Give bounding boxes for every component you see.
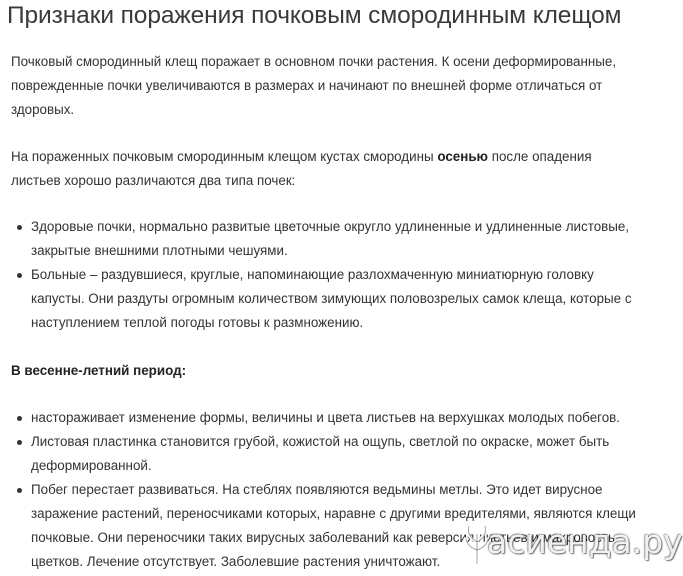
bullet-icon (17, 440, 22, 445)
autumn-text-before: На пораженных почковым смородинным клещом кустах смородины (11, 149, 438, 164)
autumn-paragraph (11, 145, 639, 193)
bud-types-list (0, 215, 638, 335)
list-item (0, 430, 638, 478)
watermark-text: асиенда.ру (487, 522, 683, 561)
bullet-icon (17, 416, 22, 421)
list-item-text: настораживает изменение формы, величины и цвета листьев на верхушках молодых побегов. (31, 410, 621, 425)
list-item (0, 215, 638, 263)
autumn-text-after: после опадения листьев хорошо различаются два типа почек: (11, 149, 592, 188)
list-item-text: Побег перестает развиваться. На стеблях появляются ведьмины метлы. Это идет вирусное заражение растений, переносчиками которых, наравне с другими вредителями, являются клещи почковые. Они переносчики таких вирусных заболеваний как реверсия листьев и махровость цветков. Лечение отсутствует. Заболевшие растения уничтожают. (31, 482, 636, 569)
list-item-text: Листовая пластинка становится грубой, кожистой на ощупь, светлой по окраске, может быть деформированной. (31, 434, 610, 473)
intro-paragraph: Почковый смородинный клещ поражает в основном почки растения. К осени деформированные, поврежденные почки увеличиваются в размерах и начинают по внешней форме отличаться от здоровых. (11, 54, 617, 117)
spring-heading: В весенне-летний период: (11, 363, 187, 378)
bullet-icon (17, 273, 22, 278)
autumn-bold-word: осенью (437, 149, 488, 164)
list-item-text: Здоровые почки, нормально развитые цветочные округло удлиненные и удлиненные листовые, закрытые внешними плотными чешуями. (31, 219, 630, 258)
page-title: Признаки поражения почковым смородинным клещом (7, 2, 622, 29)
bullet-icon (17, 488, 22, 493)
list-item (0, 406, 638, 430)
bullet-icon (17, 225, 22, 230)
site-watermark (461, 520, 683, 570)
list-item (0, 263, 638, 335)
list-item-text: Больные – раздувшиеся, круглые, напоминающие разлохмаченную миниатюрную головку капусты. Они раздуты огромным количеством зимующих половозрелых самок клеща, которые с наступлением теплой погоды готовы к размножению. (31, 267, 632, 330)
